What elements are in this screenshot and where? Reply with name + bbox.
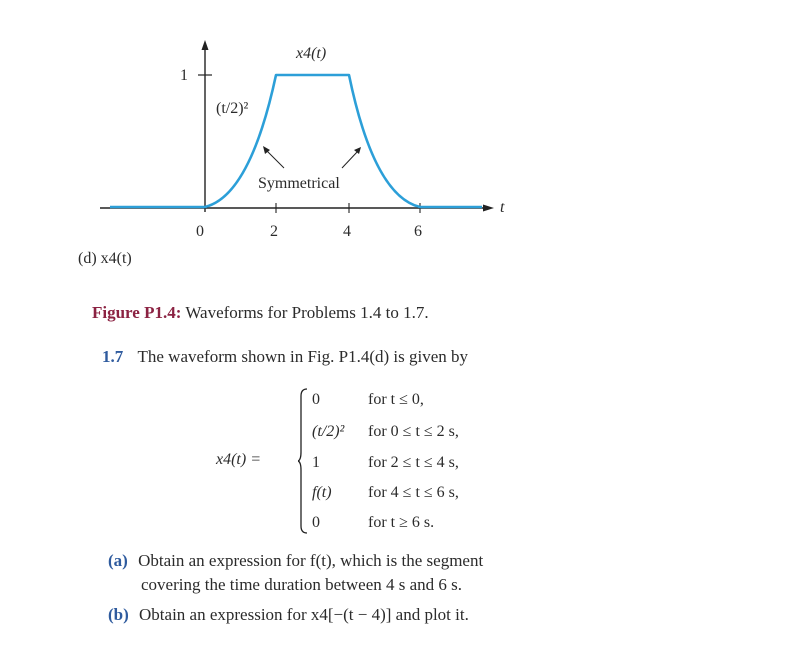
waveform-figure <box>0 0 787 280</box>
part-a-line1: Obtain an expression for f(t), which is the segment <box>138 551 484 570</box>
case-cond-4: for t ≥ 6 s. <box>368 514 435 531</box>
function-label: x4(t) <box>296 45 327 62</box>
x-tick-label-0: 0 <box>196 223 204 240</box>
curve-label: (t/2)² <box>216 100 249 117</box>
x-axis-arrow <box>483 205 494 212</box>
case-expr-1: (t/2)² <box>312 423 345 440</box>
case-cond-3: for 4 ≤ t ≤ 6 s, <box>368 484 459 501</box>
y-tick-label: 1 <box>180 67 188 84</box>
x-tick-label-2: 2 <box>270 223 278 240</box>
problem-text: The waveform shown in Fig. P1.4(d) is given by <box>137 347 469 366</box>
part-b-line1: Obtain an expression for x4[−(t − 4)] and plot it. <box>139 605 469 624</box>
symmetry-label: Symmetrical <box>258 175 340 192</box>
part-a-line2: covering the time duration between 4 s and 6 s. <box>141 575 463 594</box>
panel-label: (d) x4(t) <box>78 250 132 267</box>
equation-lhs: x4(t) = <box>216 451 261 468</box>
case-expr-3: f(t) <box>312 484 332 501</box>
part-b-label: (b) <box>108 605 129 624</box>
left-brace <box>298 388 308 534</box>
x-tick-label-6: 6 <box>414 223 422 240</box>
x-axis-label: t <box>500 199 505 216</box>
case-cond-2: for 2 ≤ t ≤ 4 s, <box>368 454 459 471</box>
part-a <box>108 552 483 569</box>
caption-text: Waveforms for Problems 1.4 to 1.7. <box>185 303 429 322</box>
case-cond-0: for t ≤ 0, <box>368 391 424 408</box>
part-b <box>108 606 469 623</box>
case-expr-0: 0 <box>312 391 320 408</box>
case-expr-2: 1 <box>312 454 320 471</box>
problem-number: 1.7 <box>102 347 124 366</box>
x-tick-label-4: 4 <box>343 223 351 240</box>
figure-caption <box>92 304 429 321</box>
symmetry-arrowhead-right <box>354 147 361 154</box>
case-expr-4: 0 <box>312 514 320 531</box>
symmetry-arrow-left <box>266 150 284 168</box>
part-a-label: (a) <box>108 551 128 570</box>
case-cond-1: for 0 ≤ t ≤ 2 s, <box>368 423 459 440</box>
symmetry-arrow-right <box>342 151 358 168</box>
problem-statement <box>102 348 468 365</box>
caption-label: Figure P1.4: <box>92 303 182 322</box>
y-axis-arrow <box>202 40 209 50</box>
